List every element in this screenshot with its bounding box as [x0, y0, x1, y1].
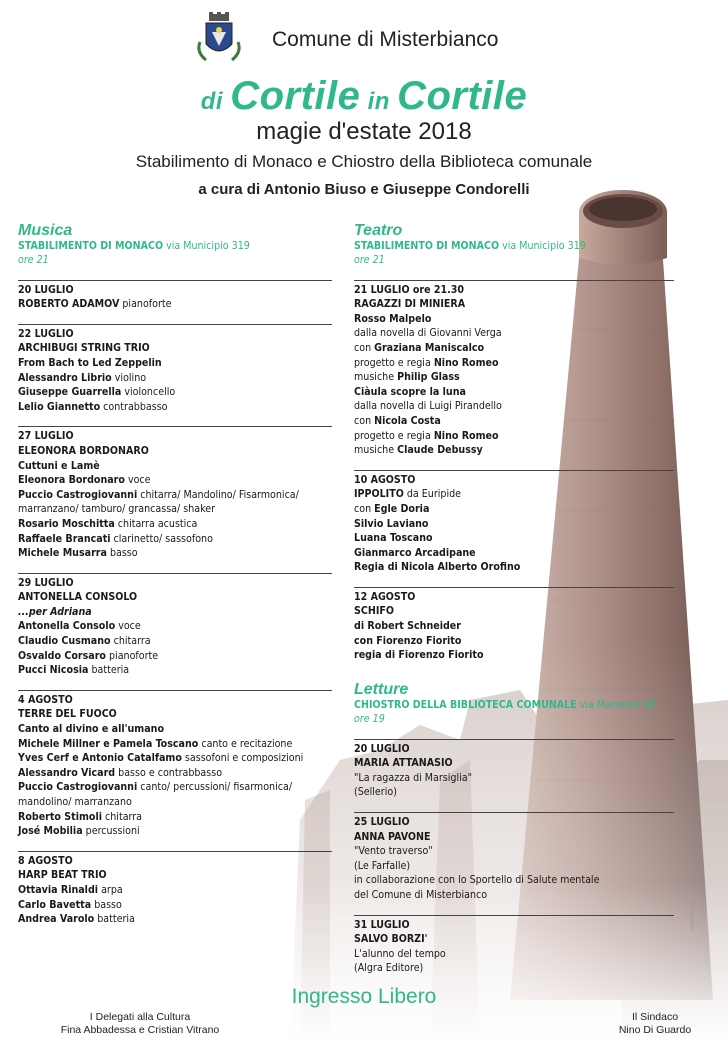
- event-text: musiche: [354, 371, 398, 384]
- event-text: Andrea Varolo: [18, 913, 95, 926]
- sindaco-name: Nino Di Guardo: [618, 1024, 692, 1036]
- event-text: con: [354, 414, 375, 427]
- event-text: voce: [115, 620, 141, 633]
- event-text: "Vento traverso": [354, 845, 433, 858]
- program-event: [354, 470, 674, 575]
- event-line: [18, 444, 332, 459]
- event-line: [354, 619, 674, 634]
- event-text: SCHIFO: [354, 605, 394, 618]
- event-line: [354, 312, 674, 327]
- event-line: [354, 517, 674, 532]
- event-text: canto e recitazione: [198, 737, 293, 750]
- event-text: José Mobilia: [18, 825, 83, 838]
- event-line: [354, 756, 674, 771]
- event-text: Claudio Cusmano: [18, 635, 111, 648]
- musica-venue-address: via Municipio 319: [163, 240, 250, 252]
- event-text: Regia di Nicola Alberto Orofino: [354, 561, 521, 574]
- sindaco-label: Il Sindaco: [631, 1011, 679, 1023]
- event-line: [18, 459, 332, 474]
- event-title: [0, 74, 728, 119]
- event-line: [18, 751, 332, 766]
- event-text: ARCHIBUGI STRING TRIO: [18, 342, 150, 355]
- event-date: 12 AGOSTO: [354, 587, 674, 605]
- event-text: Egle Doria: [374, 502, 430, 515]
- event-text: ...per Adriana: [18, 605, 92, 618]
- event-line: [18, 707, 332, 722]
- program-event: [18, 573, 332, 678]
- event-text: dalla novella di Luigi Pirandello: [354, 400, 502, 413]
- event-line: [18, 371, 332, 386]
- event-text: mandolino/ marranzano: [18, 796, 132, 808]
- event-line: [354, 771, 674, 786]
- event-line: [354, 932, 674, 947]
- event-text: chitarra/ Mandolino/ Fisarmonica/: [137, 488, 299, 501]
- event-text: Nino Romeo: [433, 429, 499, 442]
- letture-section-title: Letture: [354, 681, 409, 698]
- musica-section-title: Musica: [18, 222, 73, 239]
- event-text: Pucci Nicosia: [18, 664, 89, 677]
- event-text: Rosario Moschitta: [18, 517, 115, 530]
- event-text: From Bach to Led Zeppelin: [18, 356, 162, 369]
- event-text: voce: [124, 474, 151, 487]
- event-line: [18, 532, 332, 547]
- event-date: 27 LUGLIO: [18, 426, 332, 444]
- teatro-column: [354, 221, 674, 663]
- event-text: L'alunno del tempo: [354, 947, 446, 960]
- event-line: [18, 341, 332, 356]
- event-text: regia di Fiorenzo Fiorito: [354, 649, 484, 662]
- event-line: [18, 912, 332, 927]
- event-line: [354, 844, 674, 859]
- event-text: Silvio Laviano: [354, 517, 429, 530]
- event-line: [354, 399, 674, 414]
- event-text: chitarra: [110, 635, 151, 648]
- event-text: chitarra: [102, 810, 143, 823]
- event-text: basso: [91, 898, 122, 911]
- event-text: Gianmarco Arcadipane: [354, 546, 476, 559]
- event-text: con: [354, 341, 375, 354]
- event-text: Nino Romeo: [433, 356, 499, 369]
- teatro-events: [354, 280, 674, 663]
- event-text: violoncello: [121, 386, 176, 399]
- event-line: [354, 414, 674, 429]
- event-line: [354, 487, 674, 502]
- event-text: marranzano/ tamburo/ grancassa/ shaker: [18, 503, 216, 516]
- event-text: da Euripide: [403, 488, 462, 501]
- event-text: Eleonora Bordonaro: [18, 474, 125, 487]
- musica-venue-name: STABILIMENTO DI MONACO: [18, 240, 164, 252]
- event-line: [18, 824, 332, 839]
- letture-venue-address: via Matteotti 68: [576, 699, 656, 711]
- letture-venue: [354, 699, 674, 712]
- event-text: di Robert Schneider: [354, 620, 461, 633]
- event-line: [18, 649, 332, 664]
- event-line: [18, 488, 332, 503]
- event-line: [18, 898, 332, 913]
- event-subtitle: magie d'estate 2018: [256, 118, 472, 145]
- event-line: [354, 604, 674, 619]
- event-text: Michele Musarra: [18, 547, 107, 560]
- event-line: [18, 400, 332, 415]
- event-text: pianoforte: [119, 298, 172, 311]
- event-text: clarinetto/ sassofono: [110, 532, 213, 545]
- event-line: [18, 766, 332, 781]
- event-text: in collaborazione con lo Sportello di Salute mentale: [354, 874, 600, 887]
- title-part-in: in: [360, 88, 398, 115]
- event-text: del Comune di Misterbianco: [354, 888, 488, 901]
- program-event: [354, 587, 674, 663]
- title-part-cortile-2: Cortile: [397, 74, 528, 118]
- event-text: canto/ percussioni/ fisarmonica/: [137, 781, 293, 794]
- footer-delegati: [40, 1011, 240, 1037]
- program-event: [18, 690, 332, 839]
- program-event: [354, 739, 674, 800]
- event-text: Canto al divino e all'umano: [18, 723, 164, 736]
- event-line: [354, 531, 674, 546]
- musica-column: [18, 221, 332, 927]
- event-text: chitarra acustica: [114, 517, 198, 530]
- event-line: [18, 663, 332, 678]
- event-line: [354, 961, 674, 976]
- event-text: ANTONELLA CONSOLO: [18, 591, 138, 604]
- teatro-time: ore 21: [354, 254, 385, 266]
- event-text: Rosso Malpelo: [354, 312, 432, 325]
- event-line: [354, 341, 674, 356]
- event-text: Giuseppe Guarrella: [18, 386, 122, 399]
- letture-events: [354, 739, 674, 976]
- event-location: Stabilimento di Monaco e Chiostro della Biblioteca comunale: [135, 152, 593, 171]
- event-text: basso: [106, 547, 138, 560]
- event-line: [354, 859, 674, 874]
- event-text: Antonella Consolo: [18, 620, 116, 633]
- event-line: [18, 737, 332, 752]
- musica-events: [18, 280, 332, 927]
- event-line: [354, 634, 674, 649]
- event-text: basso e contrabbasso: [115, 766, 223, 779]
- event-text: Cuttuni e Lamè: [18, 459, 100, 472]
- event-text: Ciàula scopre la luna: [354, 385, 466, 398]
- event-text: (Le Farfalle): [354, 859, 411, 872]
- program-event: [18, 426, 332, 560]
- event-text: Luana Toscano: [354, 532, 433, 545]
- teatro-section-title: Teatro: [354, 222, 403, 239]
- event-text: violino: [111, 371, 147, 384]
- event-text: percussioni: [82, 825, 140, 838]
- event-text: Lelio Giannetto: [18, 400, 101, 413]
- event-line: [354, 326, 674, 341]
- event-line: [18, 722, 332, 737]
- event-line: [18, 810, 332, 825]
- event-line: [18, 868, 332, 883]
- event-line: [18, 546, 332, 561]
- comune-name: Comune di Misterbianco: [272, 28, 499, 51]
- delegati-label: I Delegati alla Cultura: [89, 1011, 191, 1023]
- musica-venue: [18, 240, 332, 253]
- event-date: 4 AGOSTO: [18, 690, 332, 708]
- event-date: 29 LUGLIO: [18, 573, 332, 591]
- event-line: [354, 443, 674, 458]
- event-text: progetto e regia: [354, 429, 434, 442]
- event-line: [18, 517, 332, 532]
- event-text: Alessandro Vicard: [18, 766, 116, 779]
- letture-time: ore 19: [354, 713, 385, 725]
- event-text: SALVO BORZI': [354, 933, 428, 946]
- event-text: Philip Glass: [397, 371, 460, 384]
- title-part-cortile-1: Cortile: [230, 74, 361, 118]
- letture-venue-name: CHIOSTRO DELLA BIBLIOTECA COMUNALE: [354, 699, 577, 711]
- event-text: batteria: [88, 664, 130, 677]
- event-line: [354, 297, 674, 312]
- teatro-venue: [354, 240, 674, 253]
- event-line: [354, 560, 674, 575]
- program-event: [18, 324, 332, 415]
- event-line: [354, 648, 674, 663]
- event-text: (Algra Editore): [354, 962, 424, 975]
- event-text: musiche: [354, 444, 398, 457]
- event-line: [354, 370, 674, 385]
- event-text: ROBERTO ADAMOV: [18, 298, 120, 311]
- program-event: [354, 812, 674, 903]
- event-line: [354, 830, 674, 845]
- ingresso-libero: Ingresso Libero: [291, 985, 437, 1008]
- event-line: [18, 780, 332, 795]
- event-date: 25 LUGLIO: [354, 812, 674, 830]
- event-text: Puccio Castrogiovanni: [18, 488, 138, 501]
- event-text: progetto e regia: [354, 356, 434, 369]
- event-line: [18, 883, 332, 898]
- event-line: [354, 429, 674, 444]
- event-text: arpa: [98, 883, 123, 896]
- event-line: [354, 785, 674, 800]
- event-text: IPPOLITO: [354, 488, 404, 501]
- musica-time: ore 21: [18, 254, 49, 266]
- event-text: HARP BEAT TRIO: [18, 869, 107, 882]
- title-part-di: di: [200, 88, 231, 115]
- event-date: 20 LUGLIO: [18, 280, 332, 298]
- event-date: 21 LUGLIO ore 21.30: [354, 280, 674, 298]
- event-line: [354, 502, 674, 517]
- event-text: Carlo Bavetta: [18, 898, 92, 911]
- event-text: RAGAZZI DI MINIERA: [354, 298, 466, 311]
- program-event: [18, 280, 332, 312]
- event-text: ELEONORA BORDONARO: [18, 444, 149, 457]
- event-line: [18, 634, 332, 649]
- event-date: 10 AGOSTO: [354, 470, 674, 488]
- event-text: Osvaldo Corsaro: [18, 649, 106, 662]
- event-date: 31 LUGLIO: [354, 915, 674, 933]
- event-line: [18, 502, 332, 517]
- event-text: Yves Cerf e Antonio Catalfamo: [18, 752, 182, 765]
- event-line: [354, 385, 674, 400]
- event-text: con: [354, 502, 375, 515]
- event-curators: a cura di Antonio Biuso e Giuseppe Condorelli: [198, 181, 530, 198]
- event-text: pianoforte: [105, 649, 159, 662]
- event-line: [18, 619, 332, 634]
- event-text: Puccio Castrogiovanni: [18, 781, 138, 794]
- event-text: dalla novella di Giovanni Verga: [354, 327, 502, 340]
- event-text: MARIA ATTANASIO: [354, 757, 453, 770]
- event-text: con Fiorenzo Fiorito: [354, 634, 462, 647]
- event-line: [354, 356, 674, 371]
- event-line: [18, 795, 332, 810]
- event-line: [354, 888, 674, 903]
- event-text: Alessandro Librio: [18, 371, 112, 384]
- event-text: Graziana Maniscalco: [374, 341, 485, 354]
- teatro-venue-name: STABILIMENTO DI MONACO: [354, 240, 500, 252]
- event-text: contrabbasso: [100, 400, 168, 413]
- event-date: 22 LUGLIO: [18, 324, 332, 342]
- event-text: ANNA PAVONE: [354, 830, 431, 843]
- event-line: [18, 385, 332, 400]
- event-line: [354, 873, 674, 888]
- event-line: [354, 947, 674, 962]
- event-line: [18, 356, 332, 371]
- event-text: Roberto Stimoli: [18, 810, 102, 823]
- footer-sindaco: [600, 1011, 710, 1037]
- event-line: [18, 590, 332, 605]
- program-event: [18, 851, 332, 927]
- event-text: "La ragazza di Marsiglia": [354, 771, 472, 784]
- delegati-names: Fina Abbadessa e Cristian Vitrano: [60, 1024, 220, 1036]
- graphics-credit: GRAFICA Sgt: [690, 901, 696, 930]
- event-text: batteria: [94, 913, 135, 926]
- event-text: sassofoni e composizioni: [181, 752, 304, 765]
- program-event: [354, 915, 674, 976]
- municipal-crest-icon: [196, 12, 242, 64]
- event-text: TERRE DEL FUOCO: [18, 708, 117, 721]
- letture-column: [354, 680, 674, 976]
- event-text: Ottavia Rinaldi: [18, 883, 99, 896]
- event-line: [18, 473, 332, 488]
- teatro-venue-address: via Municipio 319: [499, 240, 586, 252]
- event-line: [18, 297, 332, 312]
- event-text: (Sellerio): [354, 786, 397, 799]
- event-line: [18, 605, 332, 620]
- program-event: [354, 280, 674, 458]
- event-text: Michele Millner e Pamela Toscano: [18, 737, 199, 750]
- event-line: [354, 546, 674, 561]
- event-date: 20 LUGLIO: [354, 739, 674, 757]
- event-text: Nicola Costa: [374, 414, 441, 427]
- event-text: Raffaele Brancati: [18, 532, 111, 545]
- event-date: 8 AGOSTO: [18, 851, 332, 869]
- event-text: Claude Debussy: [397, 444, 483, 457]
